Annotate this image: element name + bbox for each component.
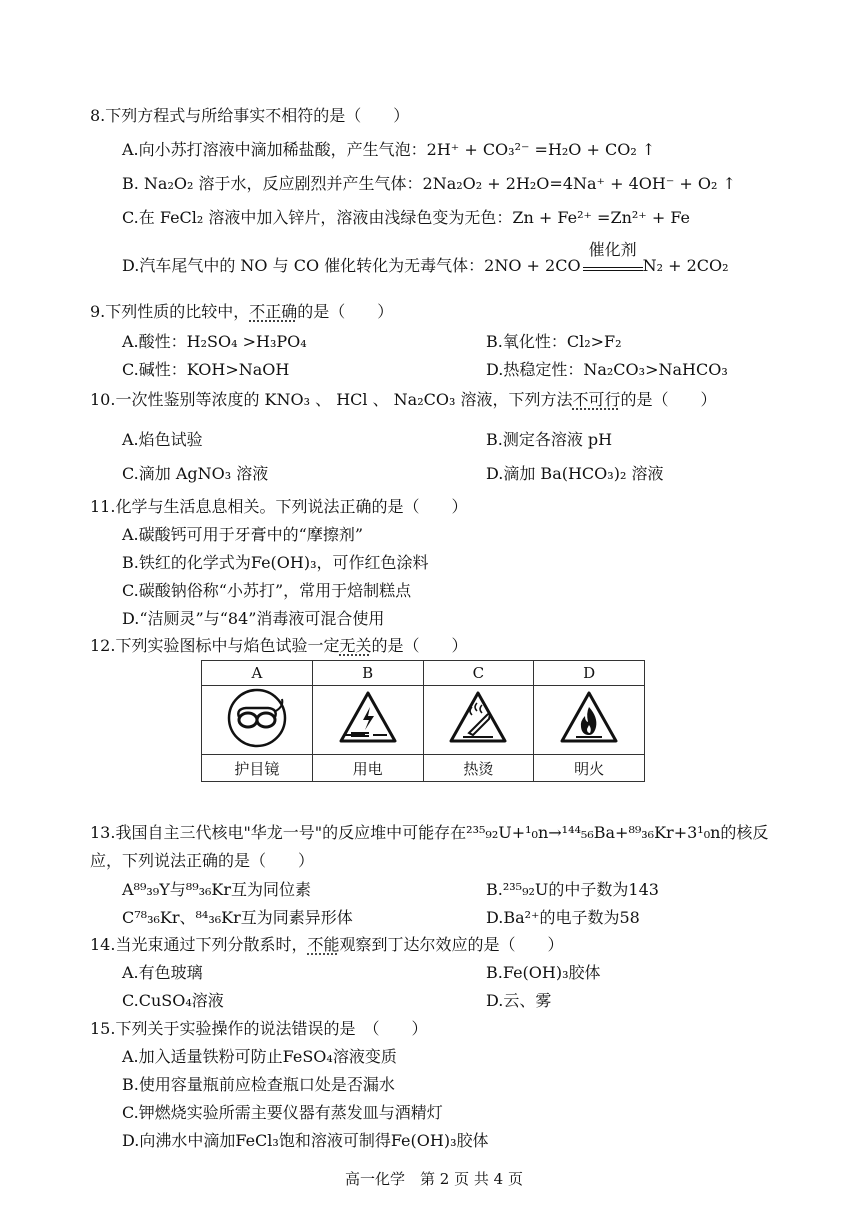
q13-option-a: A⁸⁹₃₉Y与⁸⁹₃₆Kr互为同位素 (122, 880, 312, 899)
q14-option-d: D.云、雾 (486, 991, 552, 1010)
q8-d-eq-right: N₂ + 2CO₂ (642, 256, 729, 275)
icon-name-c: 热烫 (423, 755, 534, 782)
goggles-icon (226, 687, 288, 749)
q15-option-b: B.使用容量瓶前应检查瓶口处是否漏水 (122, 1075, 395, 1094)
icon-header-b: B (312, 661, 423, 686)
icon-cell-a (202, 686, 313, 755)
q10-option-a: A.焰色试验 (122, 430, 203, 449)
page-footer: 高一化学 第 2 页 共 4 页 (345, 1170, 523, 1188)
q9-option-c: C.碱性：KOH>NaOH (122, 360, 290, 379)
q14-stem-pre: 14.当光束通过下列分散系时， (90, 935, 308, 954)
q9-stem (90, 302, 393, 322)
catalyst-label: 催化剂 (588, 240, 637, 259)
q13-stem-line2: 应，下列说法正确的是（ ） (90, 851, 315, 870)
icon-name-d: 明火 (534, 755, 645, 782)
q8-option-d (122, 240, 729, 276)
q13-option-c: C⁷⁸₃₆Kr、⁸⁴₃₆Kr互为同素异形体 (122, 908, 353, 927)
q8-d-eq-left: 2NO + 2CO (484, 256, 581, 275)
q12-stem-pre: 12.下列实验图标中与焰色试验一定 (90, 636, 340, 655)
q14-stem-post: 观察到丁达尔效应的是（ ） (339, 935, 564, 954)
icon-name-b: 用电 (312, 755, 423, 782)
q14-stem (90, 935, 563, 955)
icon-name-a: 护目镜 (202, 755, 313, 782)
catalyst-arrow (583, 240, 643, 271)
q10-option-c: C.滴加 AgNO₃ 溶液 (122, 464, 269, 483)
q15-stem: 15.下列关于实验操作的说法错误的是 （ ） (90, 1019, 428, 1038)
q9-option-a: A.酸性：H₂SO₄ >H₃PO₄ (122, 332, 307, 351)
hot-surface-icon (447, 689, 509, 747)
q8-b-equation: 2Na₂O₂ + 2H₂O=4Na⁺ + 4OH⁻ + O₂ ↑ (422, 174, 736, 193)
q8-option-a (122, 140, 655, 160)
q10-stem-post: 的是（ ） (620, 390, 717, 409)
lab-icon-table (201, 660, 645, 782)
q8-option-b (122, 174, 736, 194)
icon-cell-d (534, 686, 645, 755)
q11-option-b: B.铁红的化学式为Fe(OH)₃，可作红色涂料 (122, 553, 429, 572)
q8-c-text: C.在 FeCl₂ 溶液中加入锌片，溶液由浅绿色变为无色： (122, 208, 513, 227)
q9-stem-post: 的是（ ） (297, 302, 394, 321)
open-flame-icon (558, 689, 620, 747)
q15-option-a: A.加入适量铁粉可防止FeSO₄溶液变质 (122, 1047, 397, 1066)
q14-option-b: B.Fe(OH)₃胶体 (486, 963, 601, 982)
icon-header-c: C (423, 661, 534, 686)
q10-stem (90, 390, 717, 410)
q8-a-equation: 2H⁺ + CO₃²⁻ =H₂O + CO₂ ↑ (426, 140, 656, 159)
q15-option-c: C.钾燃烧实验所需主要仪器有蒸发皿与酒精灯 (122, 1103, 443, 1122)
q11-option-c: C.碳酸钠俗称“小苏打”，常用于焙制糕点 (122, 581, 412, 600)
q13-option-b: B.²³⁵₉₂U的中子数为143 (486, 880, 659, 899)
q14-option-a: A.有色玻璃 (122, 963, 203, 982)
icon-cell-b (312, 686, 423, 755)
q9-stem-pre: 9.下列性质的比较中， (90, 302, 250, 321)
q9-emphasis: 不正确 (249, 302, 298, 321)
q11-option-a: A.碳酸钙可用于牙膏中的“摩擦剂” (122, 525, 364, 544)
q10-emphasis: 不可行 (572, 390, 621, 409)
q14-option-c: C.CuSO₄溶液 (122, 991, 224, 1010)
q13-stem-line1: 13.我国自主三代核电"华龙一号"的反应堆中可能存在²³⁵₉₂U+¹₀n→¹⁴⁴₅₆Ba+⁸⁹₃₆Kr+3¹₀n的核反 (90, 823, 769, 842)
q10-option-d: D.滴加 Ba(HCO₃)₂ 溶液 (486, 464, 664, 483)
q12-emphasis: 无关 (339, 636, 372, 655)
q13-option-d: D.Ba²⁺的电子数为58 (486, 908, 640, 927)
q8-b-text: B. Na₂O₂ 溶于水，反应剧烈并产生气体： (122, 174, 423, 193)
electricity-icon (337, 689, 399, 747)
q8-stem: 8.下列方程式与所给事实不相符的是（ ） (90, 106, 410, 125)
q8-c-equation: Zn + Fe²⁺ =Zn²⁺ + Fe (512, 208, 691, 227)
icon-header-d: D (534, 661, 645, 686)
q11-option-d: D.“洁厕灵”与“84”消毒液可混合使用 (122, 609, 385, 628)
q15-option-d: D.向沸水中滴加FeCl₃饱和溶液可制得Fe(OH)₃胶体 (122, 1131, 489, 1150)
q12-stem-post: 的是（ ） (371, 636, 468, 655)
q14-emphasis: 不能 (307, 935, 340, 954)
q9-option-b: B.氧化性：Cl₂>F₂ (486, 332, 622, 351)
icon-cell-c (423, 686, 534, 755)
q10-option-b: B.测定各溶液 pH (486, 430, 613, 449)
q8-option-c (122, 208, 690, 228)
icon-header-a: A (202, 661, 313, 686)
q11-stem: 11.化学与生活息息相关。下列说法正确的是（ ） (90, 497, 468, 516)
q12-stem (90, 636, 467, 656)
q10-stem-pre: 10.一次性鉴别等浓度的 KNO₃ 、 HCl 、 Na₂CO₃ 溶液，下列方法 (90, 390, 573, 409)
q8-d-text: D.汽车尾气中的 NO 与 CO 催化转化为无毒气体： (122, 256, 485, 275)
q9-option-d: D.热稳定性：Na₂CO₃>NaHCO₃ (486, 360, 728, 379)
q8-a-text: A.向小苏打溶液中滴加稀盐酸，产生气泡： (122, 140, 427, 159)
